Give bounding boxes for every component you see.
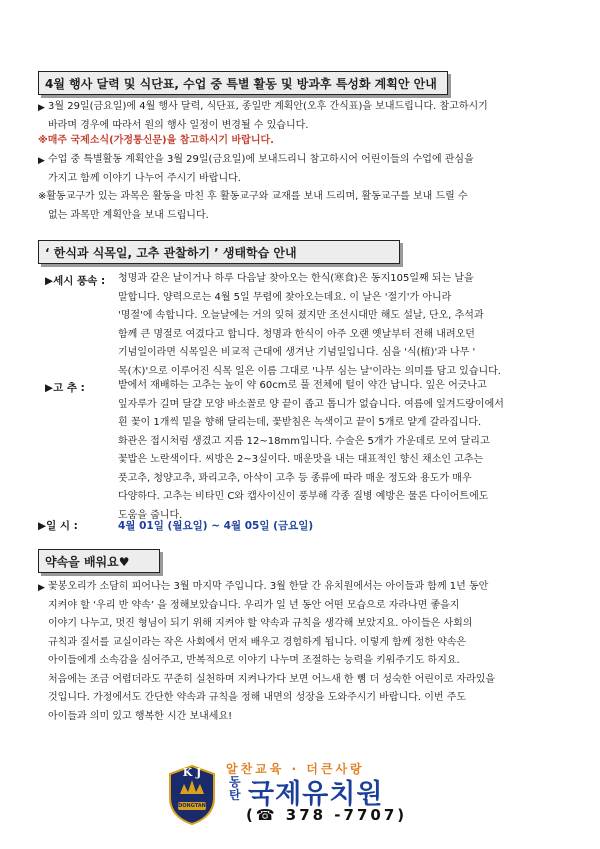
text-line: 아이들에게 소속감을 심어주고, 반복적으로 이야기 나누며 조절하는 능력을 키워주기도 하지요.	[48, 655, 460, 666]
text-line: 말합니다. 양력으로는 4월 5일 무렵에 찾아오는데요. 이 날은 '절기'가 아니라	[118, 291, 452, 303]
text-line: 규칙과 질서를 교실이라는 작은 사회에서 먼저 배우고 경험하게 됩니다. 이렇게 함께 정한 약속은	[48, 636, 467, 648]
text-line: 처음에는 조금 어렵더라도 꾸준히 실천하며 지켜나가다 보면 어느새 한 뼘 더 성숙한 어린이로 자라있을	[48, 673, 496, 685]
section-title: ‘ 한식과 식목일, 고추 관찰하기 ’ 생태학습 안내	[45, 246, 297, 260]
paragraph-activity-tools	[38, 188, 568, 225]
note-weekly-news: ※매주 국제소식(가정통신문)을 참고하시기 바랍니다.	[38, 135, 274, 146]
label-customs: ▶세시 풍속 :	[45, 275, 106, 287]
paragraph-calendar	[48, 98, 568, 135]
text-line: ※활동교구가 있는 과목은 활동을 마친 후 활동교구와 교재를 보내 드리며, 활동교구를 보내 드릴 수	[38, 191, 468, 202]
text-line: 도움을 줍니다.	[118, 509, 183, 521]
text-line: 풋고추, 청양고추, 꽈리고추, 아삭이 고추 등 종류에 따라 매운 정도와 용도가 매우	[118, 472, 472, 484]
text-line: 없는 과목만 계획안을 보내 드립니다.	[48, 209, 209, 221]
school-phone: (☎ 378 -7707)	[246, 806, 408, 824]
text-line: 아이들과 의미 있고 행복한 시간 보내세요!	[48, 710, 233, 722]
text-line: 다양하다. 고추는 비타민 C와 캡사이신이 풍부해 각종 질병 예방은 물론 다이어트에도	[118, 491, 489, 502]
logo-banner: DONGTAN	[178, 803, 206, 809]
logo-letters: K J	[182, 766, 202, 779]
text-line: 꽃밥은 노란색이다. 씨방은 2~3실이다. 매운맛을 내는 대표적인 향신 채소인 고추는	[118, 454, 484, 465]
text-line: 흰 꽃이 1개씩 밑을 향해 달리는데, 꽃받침은 녹색이고 끝이 5개로 얕게 갈라집니다.	[118, 417, 482, 428]
bullet-arrow-icon: ▶	[38, 156, 45, 166]
section-header-ecology	[38, 240, 400, 264]
text-line: 함께 큰 명절로 여겼다고 합니다. 청명과 한식이 아주 오랜 옛날부터 전해 내려오던	[118, 328, 475, 340]
bullet-arrow-icon: ▶	[38, 583, 45, 593]
section-header-promise	[38, 549, 160, 573]
text-line: 밭에서 재배하는 고추는 높이 약 60cm로 풀 전체에 털이 약간 납니다. 잎은 어긋나고	[118, 380, 487, 391]
text-line: 청명과 같은 날이거나 하루 다음날 찾아오는 한식(寒食)은 동지105일째 되는 날을	[118, 273, 474, 284]
text-line: 지켜야 할 ‘우리 반 약속’ 을 정해보았습니다. 우리가 일 년 동안 어떤 모습으로 자라나면 좋을지	[48, 599, 460, 611]
text-line: 바라며 경우에 따라서 원의 행사 일정이 변경될 수 있습니다.	[48, 119, 309, 131]
text-line: 이야기 나누고, 멋진 형님이 되기 위해 지켜야 할 약속과 규칙을 생각해 보았지요. 아이들은 사회의	[48, 618, 473, 629]
text-line: 수업 중 특별활동 계획안을 3월 29일(금요일)에 보내드리니 참고하시어 어린이들의 수업에 관심을	[48, 154, 474, 165]
text-line: 잎자루가 길며 달걀 모양 바소꼴로 양 끝이 좁고 톱니가 없습니다. 여름에 잎겨드랑이에서	[118, 398, 504, 410]
paragraph-pepper	[118, 377, 563, 525]
school-district: 동탄	[229, 775, 241, 802]
bullet-arrow-icon: ▶	[38, 103, 45, 113]
text-line: 기념일이라면 식목일은 비교적 근대에 생겨난 기념일입니다. 심을 '식(植)'과 나무 '	[118, 347, 476, 358]
date-range: 4월 01일 (월요일) ~ 4월 05일 (금요일)	[118, 520, 314, 532]
text-line: 화관은 접시처럼 생겼고 지름 12~18mm입니다. 수술은 5개가 가운데로 모여 달리고	[118, 435, 490, 447]
text-line: 것입니다. 가정에서도 간단한 약속과 규칙을 정해 내면의 성장을 도와주시기 바랍니다. 이번 주도	[48, 692, 467, 703]
section-header-april-notice	[38, 71, 448, 95]
paragraph-customs	[118, 270, 563, 381]
school-logo-icon	[166, 764, 218, 826]
label-pepper: ▶고 추 :	[45, 382, 85, 394]
text-line: '명절'에 속합니다. 오늘날에는 거의 잊혀 졌지만 조선시대만 해도 설날, 단오, 추석과	[118, 310, 484, 321]
text-line: 목(木)'으로 이루어진 식목 일은 이름 그대로 '나무 심는 날'이라는 의미를 담고 있습니다.	[118, 365, 501, 377]
label-date: ▶일 시 :	[38, 520, 78, 532]
school-name: 국제유치원	[248, 779, 384, 810]
section-title: 4월 행사 달력 및 식단표, 수업 중 특별 활동 및 방과후 특성화 계획안 안내	[45, 77, 437, 91]
paragraph-promise	[48, 578, 578, 726]
paragraph-special-activity	[48, 151, 568, 188]
text-line: 가지고 함께 이야기 나누어 주시기 바랍니다.	[48, 172, 241, 184]
text-line: 3월 29일(금요일)에 4월 행사 달력, 식단표, 종일반 계획안(오후 간식표)을 보내드립니다. 참고하시기	[48, 101, 488, 112]
text-line: 꽃봉오리가 소담히 피어나는 3월 마지막 주입니다. 3월 한달 간 유치원에서는 아이들과 함께 1년 동안	[48, 581, 489, 592]
section-title: 약속을 배워요♥	[45, 555, 130, 569]
footer-slogan: 알찬교육 · 더큰사랑	[226, 762, 365, 776]
